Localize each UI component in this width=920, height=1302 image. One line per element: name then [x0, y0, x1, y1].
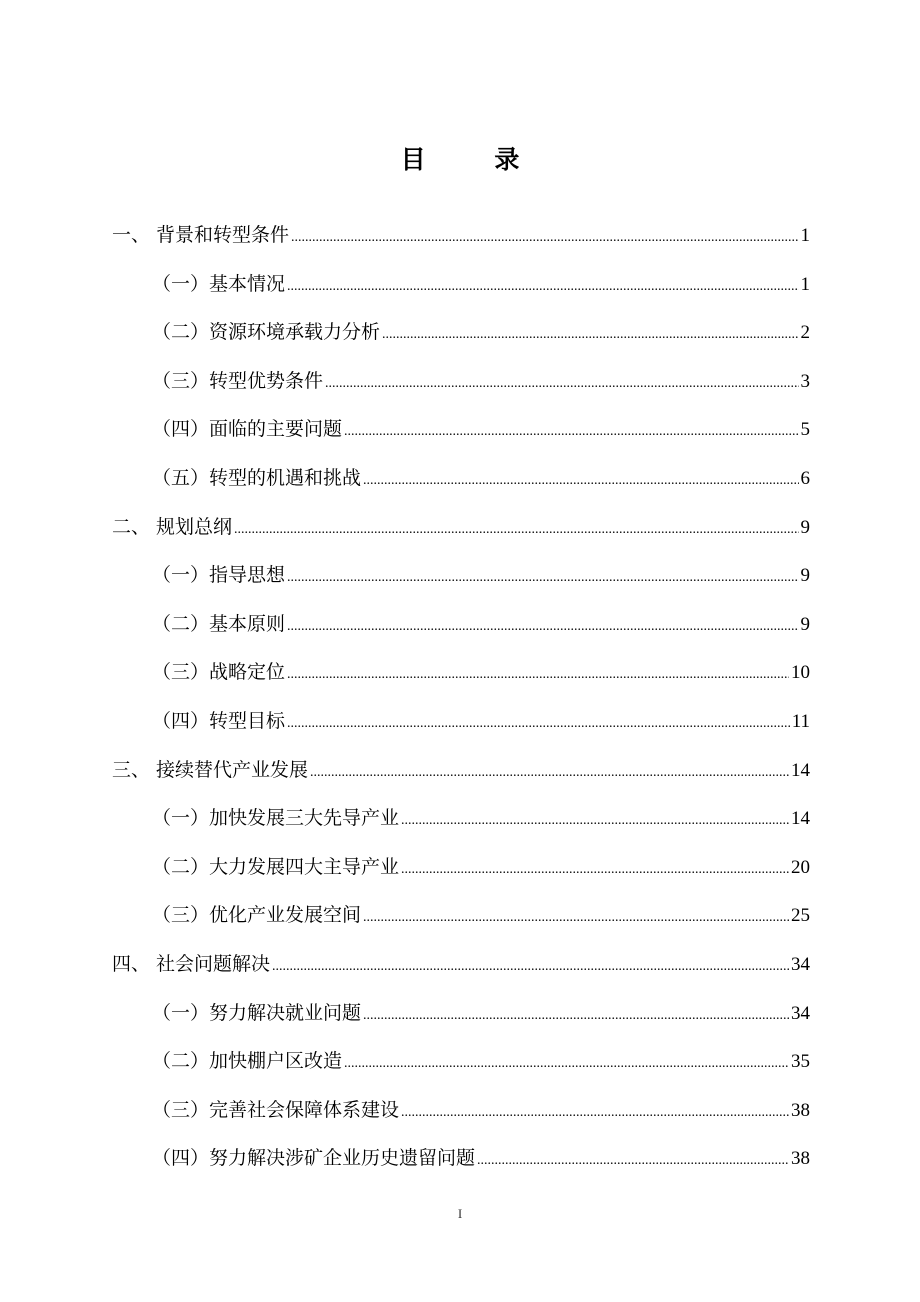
toc-entry[interactable] [112, 211, 810, 260]
toc-entry-label: （一）努力解决就业问题 [152, 1001, 362, 1024]
toc-entry[interactable] [112, 503, 810, 552]
toc-entry-label: （一）基本情况 [152, 272, 286, 295]
toc-entry[interactable] [112, 843, 810, 892]
dot-leader [287, 603, 798, 652]
toc-entry-label: （二）资源环境承载力分析 [152, 321, 381, 344]
toc-entry-label: （一）指导思想 [152, 564, 286, 587]
dot-leader [401, 797, 789, 846]
toc-entry-label: （三）战略定位 [152, 661, 286, 684]
toc-entry-label: （四）面临的主要问题 [152, 418, 343, 441]
dot-leader [344, 408, 798, 457]
toc-entry[interactable] [112, 357, 810, 406]
toc-entry[interactable] [112, 940, 810, 989]
toc-entry-page: 34 [791, 1002, 810, 1024]
dot-leader [363, 457, 798, 506]
dot-leader [234, 506, 798, 555]
page-title: 目 录 [400, 145, 550, 174]
dot-leader [382, 311, 798, 360]
page-number: I [457, 1206, 463, 1221]
toc-entry-page: 5 [800, 419, 810, 441]
toc-entry-page: 20 [791, 856, 810, 878]
toc-entry-page: 9 [800, 516, 810, 538]
toc-entry[interactable] [112, 697, 810, 746]
toc-entry[interactable] [112, 405, 810, 454]
toc-entry[interactable] [112, 454, 810, 503]
toc-entry-page: 2 [800, 322, 810, 344]
dot-leader [287, 700, 790, 749]
dot-leader [287, 263, 798, 312]
toc-entry-page: 6 [800, 467, 810, 489]
toc-entry-label: （二）基本原则 [152, 612, 286, 635]
dot-leader [401, 1089, 789, 1138]
toc-entry-page: 14 [791, 808, 810, 830]
toc-entry-label: （二）大力发展四大主导产业 [152, 855, 400, 878]
toc-entry[interactable] [112, 989, 810, 1038]
toc-entry[interactable] [112, 551, 810, 600]
toc-entry[interactable] [112, 260, 810, 309]
toc-entry-page: 11 [791, 710, 810, 732]
toc-entry-label: （二）加快棚户区改造 [152, 1050, 343, 1073]
toc-entry-page: 10 [791, 662, 810, 684]
toc-entry[interactable] [112, 1134, 810, 1183]
toc-entry-label: （一）加快发展三大先导产业 [152, 807, 400, 830]
toc-entry-page: 1 [800, 273, 810, 295]
toc-entry-label: （三）优化产业发展空间 [152, 904, 362, 927]
dot-leader [272, 943, 789, 992]
dot-leader [477, 1137, 789, 1186]
dot-leader [401, 846, 789, 895]
dot-leader [291, 214, 798, 263]
toc-entry-label: （五）转型的机遇和挑战 [152, 466, 362, 489]
toc-entry-label: 二、 规划总纲 [112, 515, 233, 538]
toc-entry-page: 38 [791, 1148, 810, 1170]
toc-entry-page: 25 [791, 905, 810, 927]
toc-entry-page: 9 [800, 565, 810, 587]
toc-entry[interactable] [112, 746, 810, 795]
dot-leader [287, 554, 798, 603]
toc-entry-page: 34 [791, 953, 810, 975]
dot-leader [363, 894, 789, 943]
dot-leader [310, 749, 789, 798]
toc-entry-page: 9 [800, 613, 810, 635]
toc-entry[interactable] [112, 1037, 810, 1086]
toc-entry-page: 38 [791, 1099, 810, 1121]
toc-entry-page: 1 [800, 225, 810, 246]
dot-leader [287, 651, 789, 700]
toc-entry-label: 四、 社会问题解决 [112, 952, 271, 975]
toc-entry-label: 一、 背景和转型条件 [112, 224, 290, 246]
toc-entry-label: （四）转型目标 [152, 709, 286, 732]
toc-entry-page: 3 [800, 370, 810, 392]
toc-entry[interactable] [112, 648, 810, 697]
dot-leader [325, 360, 798, 409]
toc-entry-page: 14 [791, 759, 810, 781]
toc-entry[interactable] [112, 600, 810, 649]
table-of-contents [112, 211, 810, 1183]
toc-entry-label: （三）转型优势条件 [152, 369, 324, 392]
toc-entry-page: 35 [791, 1051, 810, 1073]
toc-entry[interactable] [112, 1086, 810, 1135]
toc-entry-label: 三、 接续替代产业发展 [112, 758, 309, 781]
dot-leader [344, 1040, 789, 1089]
toc-entry[interactable] [112, 794, 810, 843]
toc-entry[interactable] [112, 891, 810, 940]
toc-entry-label: （四）努力解决涉矿企业历史遗留问题 [152, 1147, 476, 1170]
toc-entry-label: （三）完善社会保障体系建设 [152, 1098, 400, 1121]
dot-leader [363, 992, 789, 1041]
toc-entry[interactable] [112, 308, 810, 357]
